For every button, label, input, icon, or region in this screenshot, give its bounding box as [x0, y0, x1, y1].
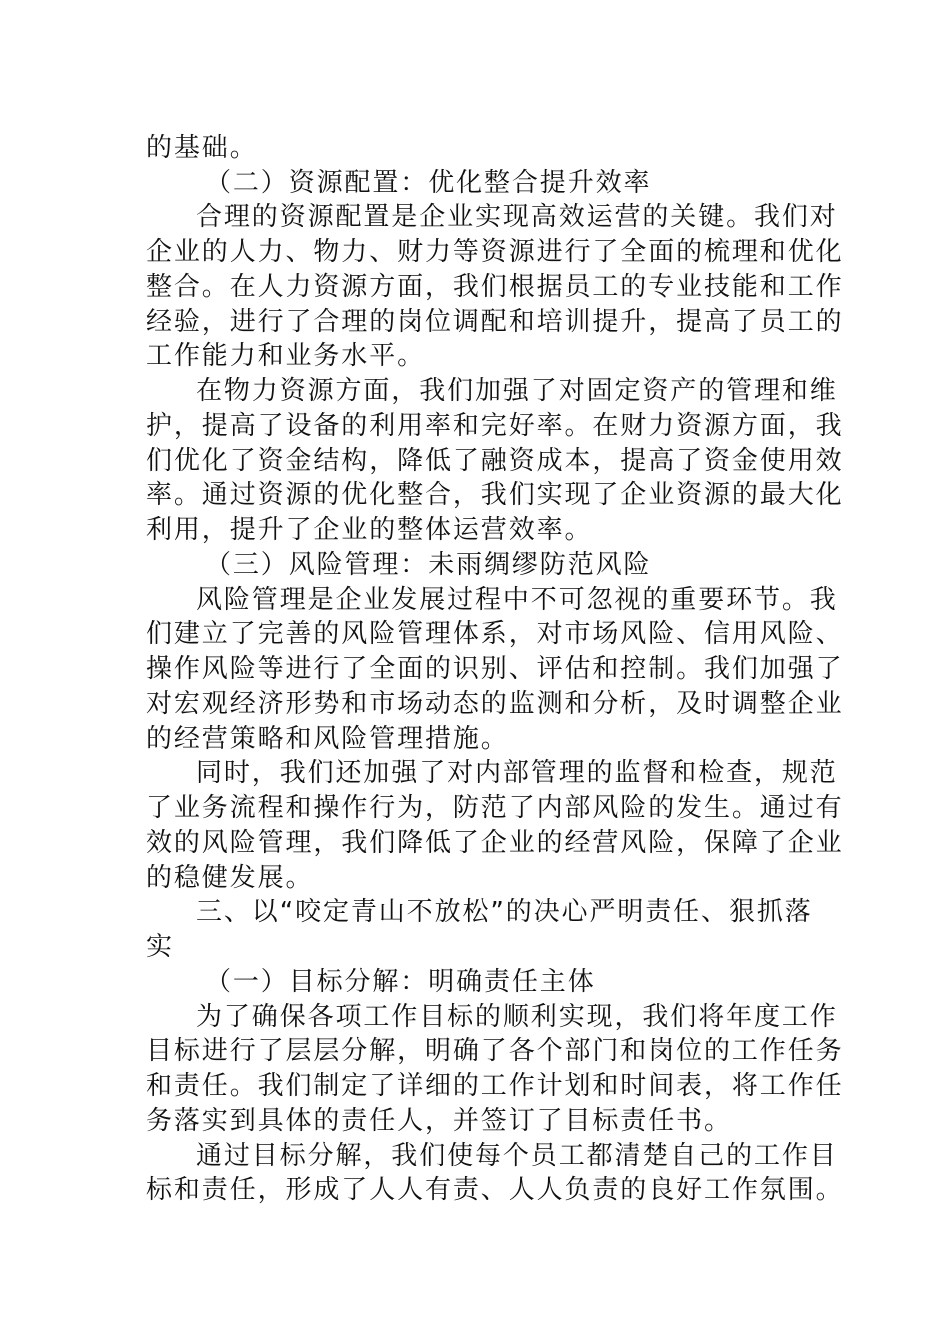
text-line: 工作能力和业务水平。 [146, 341, 426, 371]
text-line: 利用，提升了企业的整体运营效率。 [146, 515, 593, 545]
text-line: 护，提高了设备的利用率和完好率。在财力资源方面，我 [146, 411, 844, 441]
text-line: 企业的人力、物力、财力等资源进行了全面的梳理和优化 [146, 237, 844, 267]
text-line: 了业务流程和操作行为，防范了内部风险的发生。通过有 [146, 793, 844, 823]
text-line: 们优化了资金结构，降低了融资成本，提高了资金使用效 [146, 446, 844, 476]
text-line: 通过目标分解，我们使每个员工都清楚自己的工作目 [196, 1141, 838, 1171]
text-line: 和责任。我们制定了详细的工作计划和时间表，将工作任 [146, 1071, 844, 1101]
text-line: 在物力资源方面，我们加强了对固定资产的管理和维 [196, 376, 838, 406]
text-line: 的基础。 [146, 133, 258, 163]
chapter-heading-continued: 实 [146, 932, 174, 962]
text-line: 们建立了完善的风险管理体系，对市场风险、信用风险、 [146, 619, 844, 649]
section-heading: （二）资源配置：优化整合提升效率 [205, 168, 652, 198]
text-line: 效的风险管理，我们降低了企业的经营风险，保障了企业 [146, 828, 844, 858]
text-line: 合理的资源配置是企业实现高效运营的关键。我们对 [196, 202, 838, 232]
text-line: 的稳健发展。 [146, 863, 314, 893]
text-line: 务落实到具体的责任人，并签订了目标责任书。 [146, 1106, 732, 1136]
text-line: 为了确保各项工作目标的顺利实现，我们将年度工作 [196, 1002, 838, 1032]
text-line: 同时，我们还加强了对内部管理的监督和检查，规范 [196, 758, 838, 788]
text-line: 率。通过资源的优化整合，我们实现了企业资源的最大化 [146, 480, 844, 510]
text-line: 操作风险等进行了全面的识别、评估和控制。我们加强了 [146, 654, 844, 684]
chapter-heading: 三、以“咬定青山不放松”的决心严明责任、狠抓落 [196, 897, 813, 927]
text-line: 标和责任，形成了人人有责、人人负责的良好工作氛围。 [146, 1175, 844, 1205]
text-line: 风险管理是企业发展过程中不可忽视的重要环节。我 [196, 585, 838, 615]
section-heading: （三）风险管理：未雨绸缪防范风险 [205, 550, 652, 580]
text-line: 对宏观经济形势和市场动态的监测和分析，及时调整企业 [146, 689, 844, 719]
text-line: 整合。在人力资源方面，我们根据员工的专业技能和工作 [146, 272, 844, 302]
text-line: 目标进行了层层分解，明确了各个部门和岗位的工作任务 [146, 1036, 844, 1066]
text-line: 的经营策略和风险管理措施。 [146, 724, 509, 754]
section-heading: （一）目标分解：明确责任主体 [205, 967, 596, 997]
text-line: 经验，进行了合理的岗位调配和培训提升，提高了员工的 [146, 307, 844, 337]
